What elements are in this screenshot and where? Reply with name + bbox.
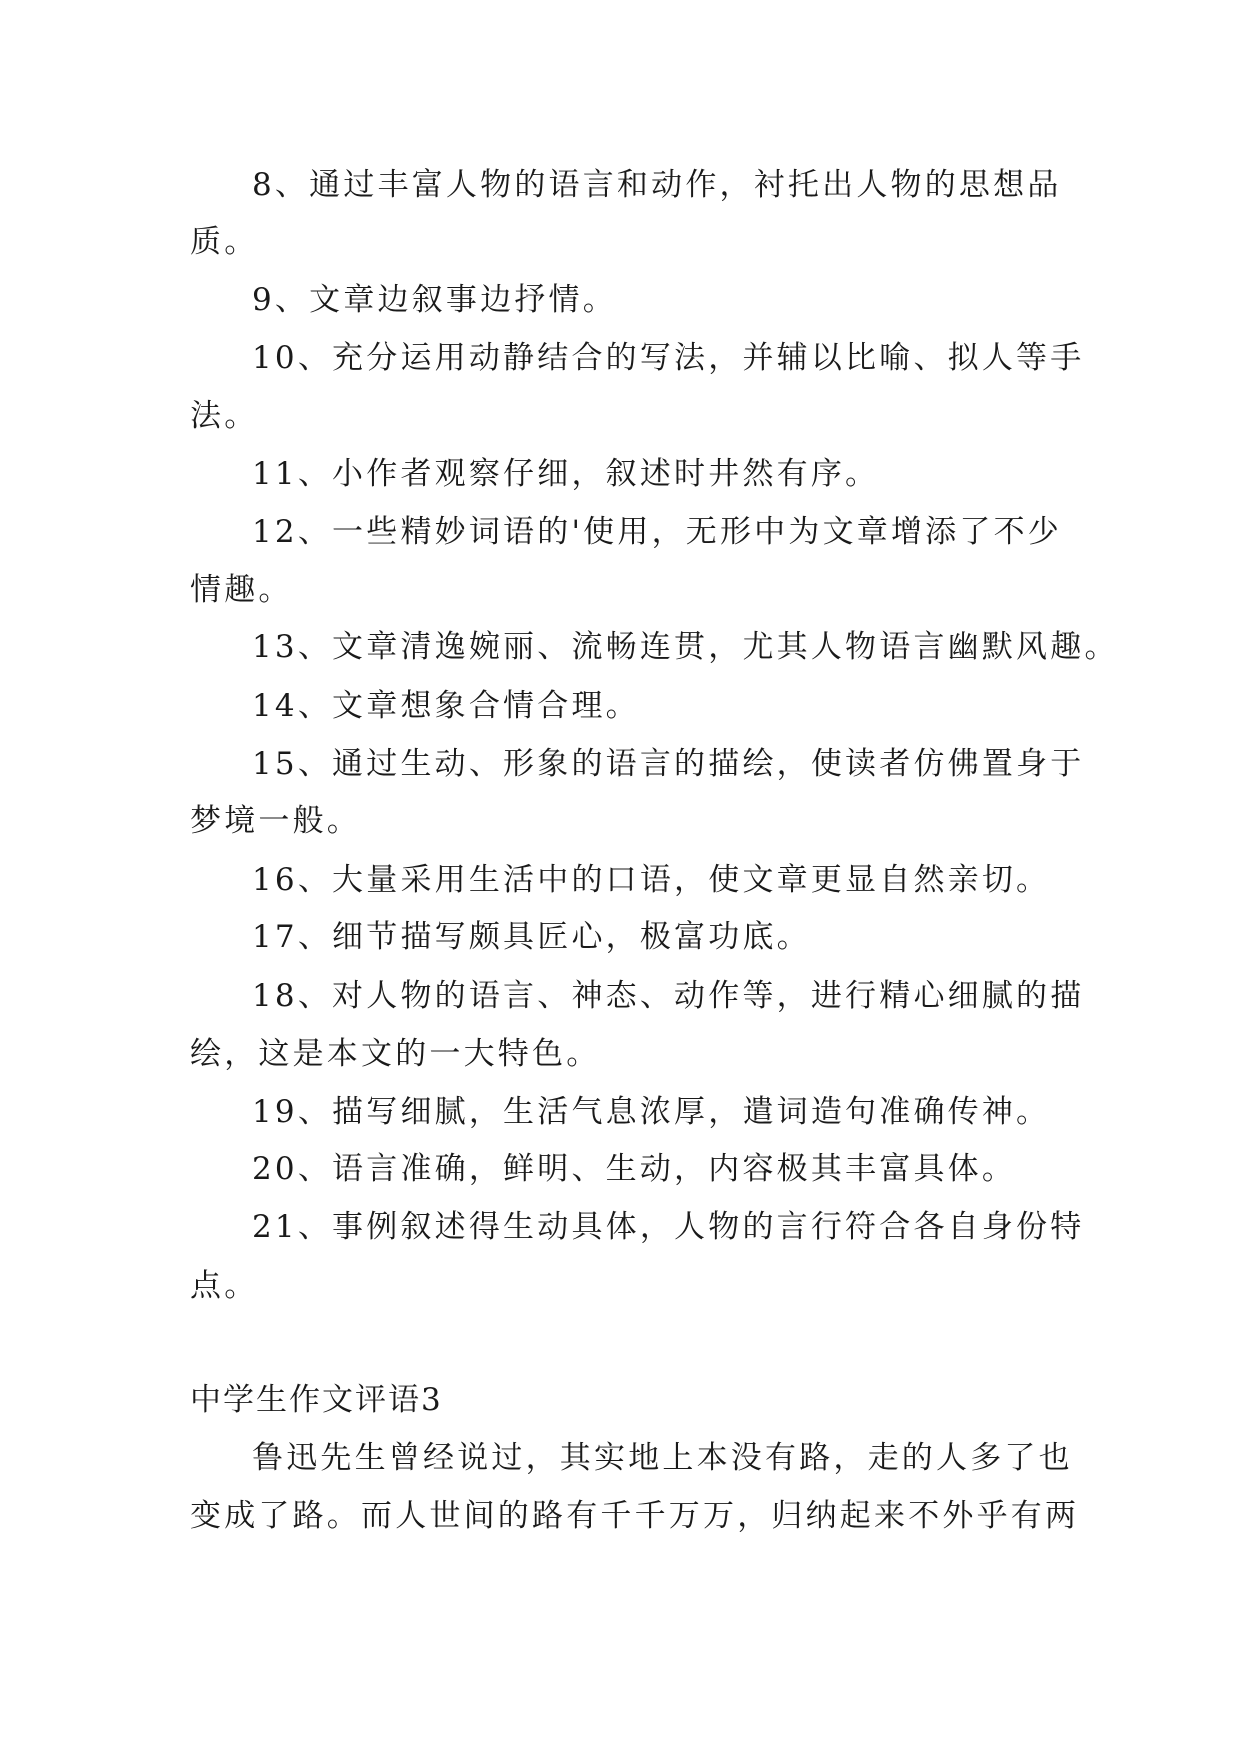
comment-20: 20、语言准确，鲜明、生动，内容极其丰富具体。	[252, 1151, 1017, 1187]
comment-14: 14、文章想象合情合理。	[252, 688, 640, 724]
comment-15-line-2: 梦境一般。	[190, 803, 361, 839]
comment-13: 13、文章清逸婉丽、流畅连贯，尤其人物语言幽默风趣。	[252, 629, 1119, 665]
comment-18-line-2: 绘，这是本文的一大特色。	[190, 1036, 601, 1072]
comment-18-line-1: 18、对人物的语言、神态、动作等，进行精心细腻的描	[252, 978, 1085, 1014]
comment-17: 17、细节描写颇具匠心，极富功底。	[252, 919, 811, 955]
comment-21-line-2: 点。	[190, 1268, 259, 1304]
comment-9: 9、文章边叙事边抒情。	[252, 282, 617, 318]
comment-10-line-2: 法。	[190, 398, 259, 434]
comment-15-line-1: 15、通过生动、形象的语言的描绘，使读者仿佛置身于	[252, 746, 1085, 782]
comment-12-line-1: 12、一些精妙词语的'使用，无形中为文章增添了不少	[252, 514, 1062, 550]
comment-10-line-1: 10、充分运用动静结合的写法，并辅以比喻、拟人等手	[252, 340, 1085, 376]
comment-16: 16、大量采用生活中的口语，使文章更显自然亲切。	[252, 862, 1051, 898]
section-heading: 中学生作文评语3	[190, 1382, 443, 1418]
essay-paragraph-line-1: 鲁迅先生曾经说过，其实地上本没有路，走的人多了也	[252, 1440, 1073, 1476]
essay-paragraph-line-2: 变成了路。而人世间的路有千千万万，归纳起来不外乎有两	[190, 1498, 1080, 1534]
comment-12-line-2: 情趣。	[190, 572, 293, 608]
comment-11: 11、小作者观察仔细，叙述时井然有序。	[252, 456, 880, 492]
comment-19: 19、描写细腻，生活气息浓厚，遣词造句准确传神。	[252, 1094, 1051, 1130]
comment-21-line-1: 21、事例叙述得生动具体，人物的言行符合各自身份特	[252, 1209, 1085, 1245]
comment-8-line-2: 质。	[190, 224, 259, 260]
comment-8-line-1: 8、通过丰富人物的语言和动作，衬托出人物的思想品	[252, 167, 1062, 203]
